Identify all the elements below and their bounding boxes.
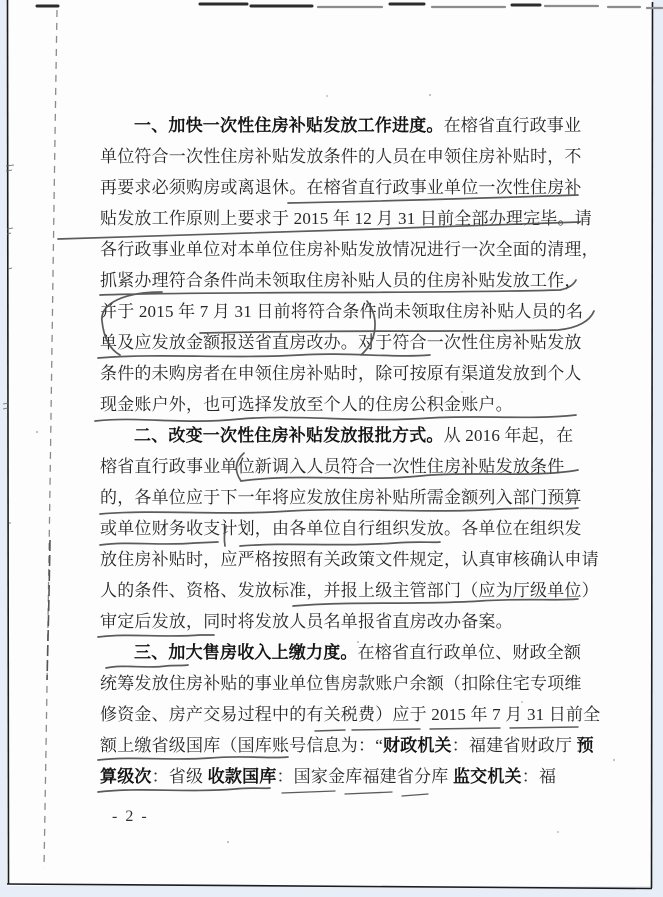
document-text-segment: 单位符合一次性住房补贴发放条件的人员在申领住房补贴时，不 [100, 147, 582, 166]
document-line [100, 575, 599, 606]
document-bold-text: 算级次 [100, 767, 152, 786]
document-bold-text: 收款国库 [207, 767, 277, 786]
document-text-segment: 在榕省直行政事业 [443, 116, 582, 135]
document-line [100, 482, 586, 513]
document-text-segment: 审定后发放，同时将发放人员名单报省直房改办备案。 [100, 612, 513, 631]
document-text-segment: 人的条件、资格、发放标准，并报上级主管部门（应为厅级单位） [100, 581, 599, 600]
document-line [100, 451, 586, 482]
document-line [100, 761, 586, 792]
document-text-segment: 贴发放工作原则上要求于 2015 年 12 月 31 日前全部办理完毕。请 [100, 209, 592, 228]
document-line [100, 327, 586, 358]
document-bold-text: 预 [576, 736, 594, 755]
document-line [100, 110, 586, 141]
document-text-segment: 修资金、房产交易过程中的有关税费）应于 2015 年 7 月 31 日前全 [100, 705, 601, 724]
document-line [100, 389, 586, 420]
document-text-segment: 榕省直行政事业单位新调入人员符合一次性住房补贴发放条件 [100, 457, 565, 476]
document-line [100, 234, 599, 265]
document-text-segment: 放住房补贴时，应严格按照有关政策文件规定，认真审核确认申请 [100, 550, 599, 569]
document-text-segment: 并于 2015 年 7 月 31 日前将符合条件尚未领取住房补贴人员的名 [100, 302, 584, 321]
document-line [100, 420, 586, 451]
document-line [100, 172, 586, 203]
document-bold-text: 监交机关 [452, 767, 522, 786]
document-text-segment: 额上缴省级国库（国库账号信息为：“ [100, 736, 383, 755]
document-line [100, 265, 586, 296]
document-bold-text: 财政机关 [382, 736, 452, 755]
document-bold-text: 三、加大售房收入上缴力度。 [134, 643, 358, 662]
document-text-segment: ：福建省财政厅 [451, 736, 577, 755]
document-line [100, 668, 586, 699]
document-text-segment: 统筹发放住房补贴的事业单位售房款账户余额（扣除住宅专项维 [100, 674, 582, 693]
page-number: - 2 - [112, 808, 149, 825]
document-line [100, 637, 586, 668]
document-text-segment: 或单位财务收支计划，由各单位自行组织发放。各单位在组织发 [100, 519, 582, 538]
document-text-segment: 的，各单位应于下一年将应发放住房补贴所需金额列入部门预算 [100, 488, 582, 507]
document-line [100, 203, 592, 234]
document-text-segment: 再要求必须购房或离退休。在榕省直行政事业单位一次性住房补 [100, 178, 582, 197]
document-text-segment: 抓紧办理符合条件尚未领取住房补贴人员的住房补贴发放工作， [100, 271, 582, 290]
document-line [100, 606, 586, 637]
document-line [100, 513, 586, 544]
document-text-segment: ：省级 [151, 767, 208, 786]
document-text-segment: 各行政事业单位对本单位住房补贴发放情况进行一次全面的清理， [100, 240, 599, 259]
document-text-segment: ：国家金库福建省分库 [276, 767, 453, 786]
document-line [100, 699, 601, 730]
document-line [100, 730, 594, 761]
document-text-segment: 条件的未购房者在申领住房补贴时，除可按原有渠道发放到个人 [100, 364, 582, 383]
document-bold-text: 一、加快一次性住房补贴发放工作进度。 [134, 116, 444, 135]
document-text [100, 110, 601, 792]
document-line [100, 296, 586, 327]
document-line [100, 358, 586, 389]
document-text-segment: 现金账户外，也可选择发放至个人的住房公积金账户。 [100, 395, 513, 414]
document-text-segment: ：福 [521, 767, 557, 786]
document-text-segment: 在榕省直行政单位、财政全额 [357, 643, 582, 662]
document-text-segment: 从 2016 年起，在 [443, 426, 574, 445]
document-bold-text: 二、改变一次性住房补贴发放报批方式。 [134, 426, 444, 445]
document-line [100, 141, 586, 172]
document-line [100, 544, 599, 575]
document-text-segment: 单及应发放金额报送省直房改办。对于符合一次性住房补贴发放 [100, 333, 582, 352]
